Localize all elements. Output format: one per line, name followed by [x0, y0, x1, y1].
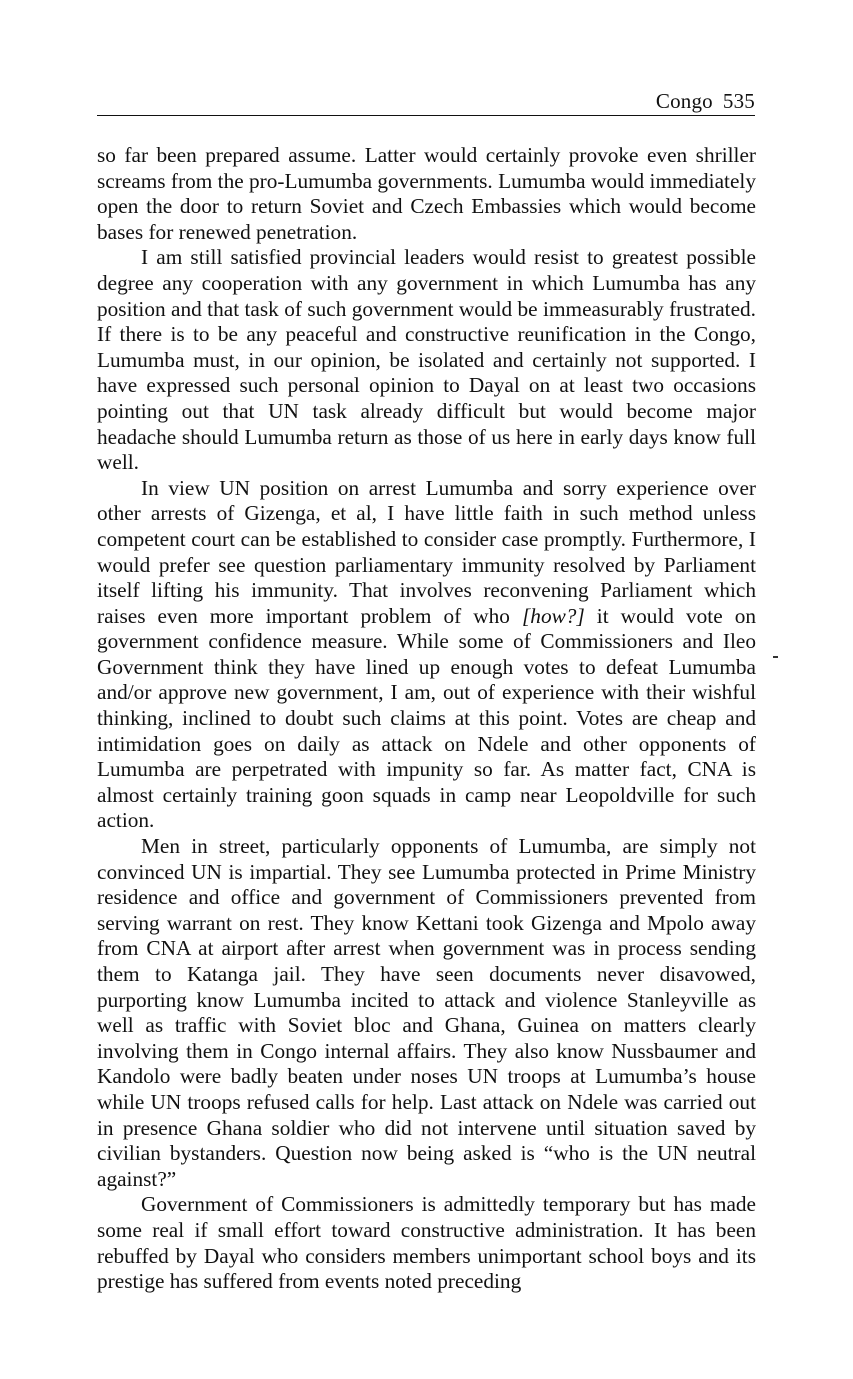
header-rule	[97, 115, 755, 116]
running-title: Congo	[655, 89, 713, 113]
paragraph-4: Men in street, particularly opponents of Lumumba, are simply not convinced UN is impartial. They see Lumumba protected in Prime Ministry residence and office and government of Commissioners prevented from serving warrant on rest. They know Kettani took Gizenga and Mpolo away from CNA at airport after arrest when government was in process sending them to Katanga jail. They have seen documents never disavowed, purporting know Lumumba incited to attack and violence Stanleyville as well as traffic with Soviet bloc and Ghana, Guinea on matters clearly involving them in Congo internal affairs. They also know Nussbaumer and Kandolo were badly beaten under noses UN troops at Lumumba’s house while UN troops refused calls for help. Last attack on Ndele was carried out in presence Ghana soldier who did not intervene until situation saved by civilian bystanders. Question now being asked is “who is the UN neutral against?”	[97, 834, 756, 1191]
paragraph-3-part-1: In view UN position on arrest Lumumba and sorry experience over other arrests of Gizenga, et al, I have little faith in such method unless competent court can be established to consider case promptly. Furthermore, I would prefer see question parliamentary immunity resolved by Parliament itself lifting his immunity. That involves reconvening Parliament which raises even more important problem of who	[97, 475, 756, 628]
running-head	[97, 86, 755, 116]
margin-mark	[773, 656, 778, 658]
body-text	[97, 143, 756, 1295]
paragraph-5: Government of Commissioners is admittedly temporary but has made some real if small effort toward constructive administration. It has been rebuffed by Dayal who considers members unimportant school boys and its prestige has suffered from events noted preceding	[97, 1192, 756, 1294]
editorial-insertion: [how?]	[522, 603, 585, 628]
page-number: 535	[722, 89, 755, 113]
paragraph-2: I am still satisfied provincial leaders would resist to greatest possible degree any cooperation with any government in which Lumumba has any position and that task of such government would be immeasurably frustrated. If there is to be any peaceful and constructive reunification in the Congo, Lumumba must, in our opinion, be isolated and certainly not supported. I have expressed such personal opinion to Dayal on at least two occasions pointing out that UN task already difficult but would become major headache should Lumumba return as those of us here in early days know full well.	[97, 245, 756, 475]
paragraph-1: so far been prepared assume. Latter would certainly provoke even shriller screams from the pro-Lumumba governments. Lumumba would immediately open the door to return Soviet and Czech Embassies which would become bases for renewed penetration.	[97, 143, 756, 244]
paragraph-3-part-2: it would vote on government confidence measure. While some of Commissioners and Ileo Government think they have lined up enough votes to defeat Lumumba and/or approve new government, I am, out of experience with their wishful thinking, inclined to doubt such claims at this point. Votes are cheap and intimidation goes on daily as attack on Ndele and other opponents of Lumumba are perpetrated with impunity so far. As matter fact, CNA is almost certainly training goon squads in camp near Leopoldville for such action.	[97, 603, 756, 833]
paragraph-3	[97, 476, 756, 834]
